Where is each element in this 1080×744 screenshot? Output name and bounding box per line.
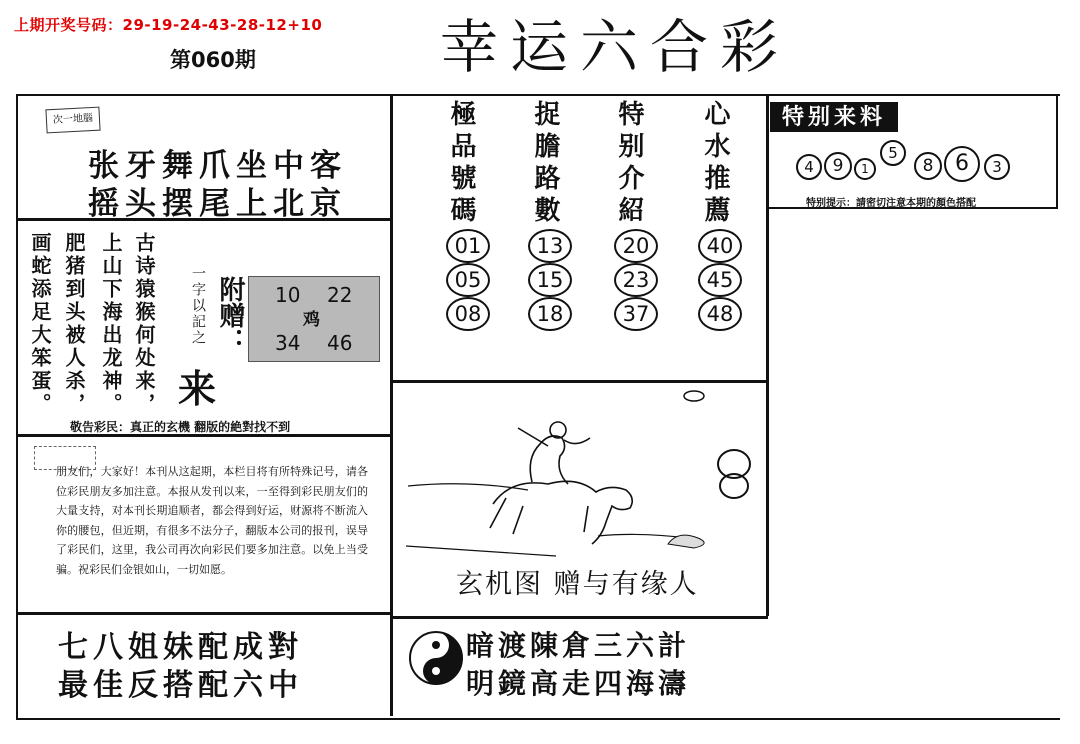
- column-title-tebie: 特别介紹: [614, 100, 644, 228]
- article-text: 朋友们，大家好！本刊从这起期，本栏目将有所特殊记号，请各位彩民朋友多加注意。本报从发刊以来，一至得到彩民朋友们的大量支持，对本刊长期追顺者，都会得到好运，财源将不断流入你的腰包，但近期，有很多不法分子，翻版本公司的报刊，误导了彩民们，这里，我公司再次向彩民们要多加注意。以免上当受骗。祝彩民们金银如山，一切如愿。: [56, 465, 368, 576]
- gift-number: 46: [327, 331, 353, 355]
- page-title: 幸运六合彩: [440, 13, 791, 81]
- right-top-border: [1056, 96, 1058, 208]
- special-number: 3: [984, 154, 1010, 180]
- warning-notice: 敬告彩民：真正的玄機 翻版的絶對找不到: [70, 420, 291, 434]
- moon-icon: [684, 391, 704, 401]
- special-number: 1: [854, 158, 876, 180]
- divider-right-column: [766, 96, 769, 616]
- column-title-xinshui: 心水推薦: [700, 100, 730, 228]
- lucky-number: 48: [698, 297, 742, 331]
- gift-number: 34: [275, 331, 301, 355]
- special-tip: 特别提示：請密切注意本期的顏色搭配: [806, 198, 976, 209]
- special-number: 9: [824, 152, 852, 180]
- lucky-number: 01: [446, 229, 490, 263]
- lucky-number: 05: [446, 263, 490, 297]
- gift-number: 10: [275, 283, 301, 307]
- riddle-line-2: 摇头摆尾上北京: [88, 186, 347, 222]
- picture-caption: 玄机图 赠与有缘人: [456, 569, 699, 600]
- column-title-jipin: 極品號碼: [446, 100, 476, 228]
- gift-number-box: [248, 276, 380, 362]
- bottom-left-line-2: 最佳反搭配六中: [58, 668, 303, 703]
- special-title: 特别来料: [770, 102, 898, 132]
- riddle-line-1: 张牙舞爪坐中客: [88, 148, 347, 184]
- puzzle-illustration: [398, 386, 766, 562]
- lucky-number: 18: [528, 297, 572, 331]
- lucky-number: 37: [614, 297, 658, 331]
- gift-label: 附赠：: [215, 276, 245, 354]
- lucky-number: 20: [614, 229, 658, 263]
- issue-number: 第060期: [170, 48, 256, 72]
- divider-bottom-left: [18, 612, 390, 615]
- rider-on-ox-icon: [490, 422, 632, 544]
- bottom-right-line-1: 暗渡陳倉三六計: [466, 629, 691, 662]
- special-number: 5: [880, 140, 906, 166]
- divider-mid: [393, 380, 768, 383]
- special-number: 4: [796, 154, 822, 180]
- lucky-number: 13: [528, 229, 572, 263]
- lucky-number: 23: [614, 263, 658, 297]
- column-title-zhuodan: 捉膽路數: [530, 100, 560, 228]
- poem-column-2: 上山下海出龙神。: [99, 232, 123, 416]
- lucky-number: 15: [528, 263, 572, 297]
- bottom-left-line-1: 七八姐妹配成對: [58, 630, 303, 665]
- gourd-icon: [718, 450, 750, 498]
- lucky-number: 08: [446, 297, 490, 331]
- taiji-icon: [408, 630, 464, 686]
- divider-bottom-right: [393, 616, 768, 619]
- previous-result: 上期开奖号码：29-19-24-43-28-12+10: [14, 16, 323, 34]
- gift-answer: 来: [178, 366, 217, 411]
- lucky-number: 45: [698, 263, 742, 297]
- bottom-right-line-2: 明鏡高走四海濤: [466, 667, 691, 700]
- special-number: 6: [944, 146, 980, 182]
- gift-center-char: 鸡: [303, 310, 320, 330]
- lucky-number: 40: [698, 229, 742, 263]
- ground-line: [406, 484, 688, 556]
- stamp-label: 次一地腦: [45, 107, 100, 134]
- poem-column-3: 肥猪到头被人杀，: [62, 232, 86, 416]
- divider-left-column: [390, 96, 393, 716]
- gift-hint: 一字以記之: [190, 266, 206, 346]
- poem-column-4: 画蛇添足大笨蛋。: [28, 232, 52, 416]
- gift-number: 22: [327, 283, 353, 307]
- special-number: 8: [914, 152, 942, 180]
- poem-column-1: 古诗猿猴何处来，: [132, 232, 156, 416]
